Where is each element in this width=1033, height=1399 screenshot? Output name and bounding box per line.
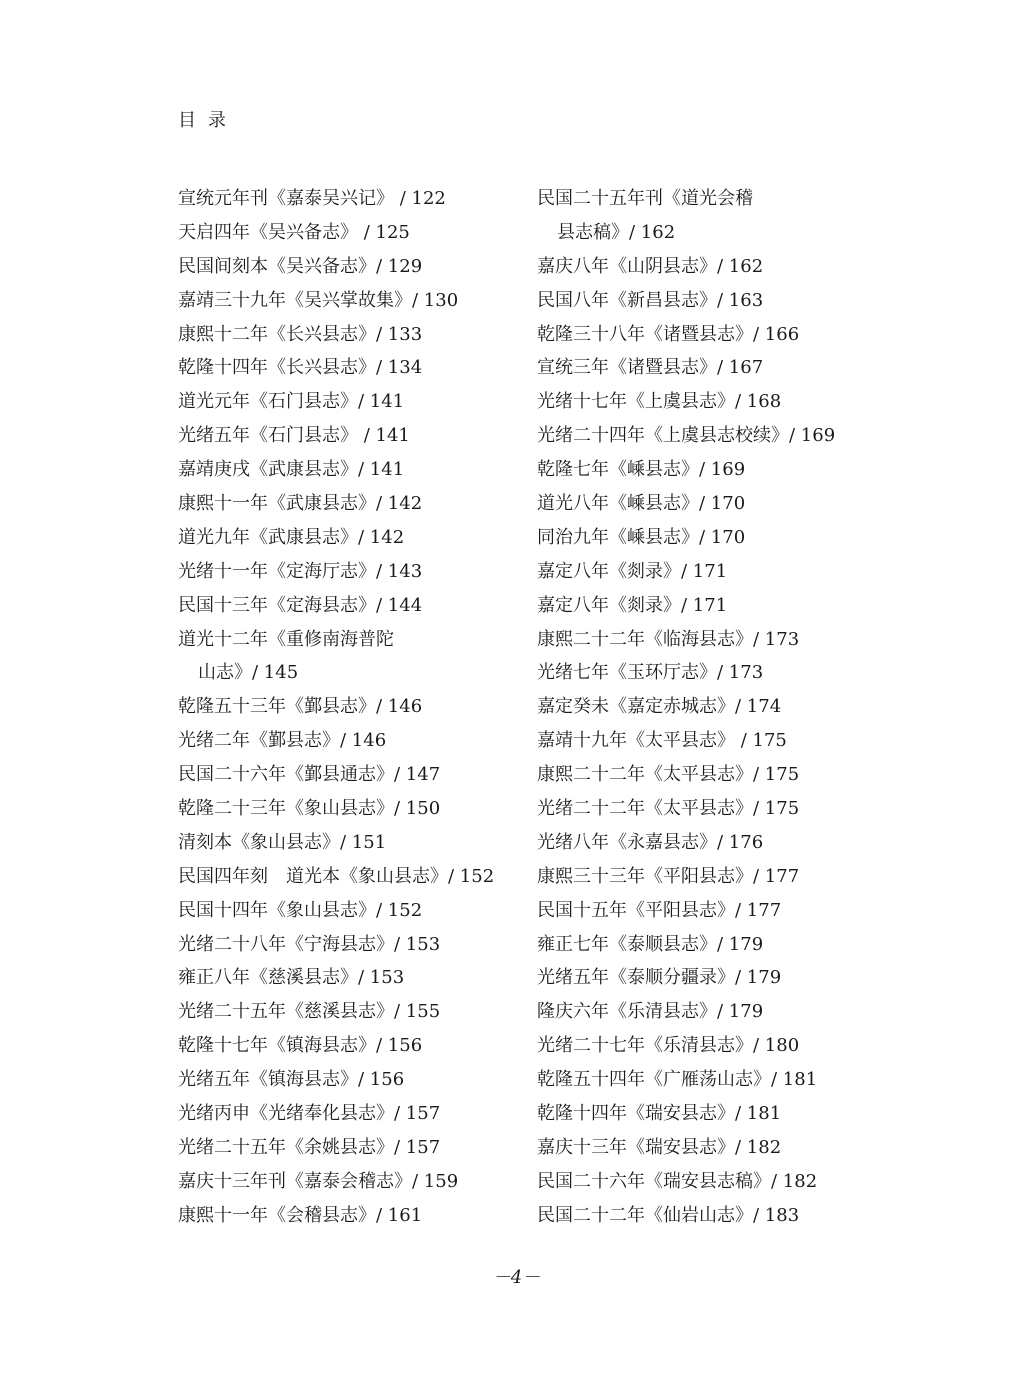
toc-entry: 道光十二年《重修南海普陀 [178,628,394,650]
toc-entry: 光绪二十八年《宁海县志》/ 153 [178,933,441,955]
toc-entry: 民国十四年《象山县志》/ 152 [178,899,423,921]
page-number: －4－ [492,1267,541,1288]
toc-entry: 乾隆七年《嵊县志》/ 169 [537,459,746,481]
toc-entry: 康熙二十二年《太平县志》/ 175 [537,764,800,786]
toc-entry: 同治九年《嵊县志》/ 170 [537,526,746,548]
toc-entry: 民国四年刻 道光本《象山县志》/ 152 [178,865,495,887]
toc-entry: 嘉定八年《剡录》/ 171 [537,594,728,616]
toc-entry: 民国二十六年《鄞县通志》/ 147 [178,764,441,786]
toc-entry: 光绪五年《泰顺分疆录》/ 179 [537,967,782,989]
toc-entry: 乾隆二十三年《象山县志》/ 150 [178,798,441,820]
toc-entry: 光绪丙申《光绪奉化县志》/ 157 [178,1103,441,1125]
toc-entry: 清刻本《象山县志》/ 151 [178,831,387,853]
toc-entry: 雍正八年《慈溪县志》/ 153 [178,967,405,989]
toc-entry: 民国二十六年《瑞安县志稿》/ 182 [537,1170,818,1192]
toc-entry: 民国十三年《定海县志》/ 144 [178,594,423,616]
toc-entry: 康熙十一年《武康县志》/ 142 [178,493,423,515]
toc-entry: 光绪五年《石门县志》 / 141 [178,425,410,447]
toc-entry: 嘉庆十三年刊《嘉泰会稽志》/ 159 [178,1170,459,1192]
toc-entry: 乾隆三十八年《诸暨县志》/ 166 [537,323,800,345]
toc-entry: 康熙十一年《会稽县志》/ 161 [178,1204,423,1226]
toc-entry: 民国间刻本《吴兴备志》/ 129 [178,255,423,277]
toc-entry: 嘉定八年《剡录》/ 171 [537,560,728,582]
toc-entry: 嘉庆八年《山阴县志》/ 162 [537,255,764,277]
toc-entry: 乾隆五十三年《鄞县志》/ 146 [178,696,423,718]
toc-entry: 宣统元年刊《嘉泰吴兴记》 / 122 [178,188,446,209]
toc-entry: 光绪八年《永嘉县志》/ 176 [537,831,764,853]
toc-entry: 光绪二年《鄞县志》/ 146 [178,730,387,752]
toc-entry: 光绪二十五年《慈溪县志》/ 155 [178,1001,441,1023]
toc-entry: 道光八年《嵊县志》/ 170 [537,493,746,515]
toc-left-column [178,182,523,1233]
toc-entry: 宣统三年《诸暨县志》/ 167 [537,357,764,379]
toc-entry: 光绪七年《玉环厅志》/ 173 [537,662,764,684]
toc-entry: 康熙三十三年《平阳县志》/ 177 [537,865,800,887]
toc-entry: 雍正七年《泰顺县志》/ 179 [537,933,764,955]
toc-entry: 康熙十二年《长兴县志》/ 133 [178,323,423,345]
toc-entry: 嘉靖三十九年《吴兴掌故集》/ 130 [178,289,459,311]
toc-entry: 乾隆十四年《瑞安县志》/ 181 [537,1103,782,1125]
toc-entry: 康熙二十二年《临海县志》/ 173 [537,628,800,650]
toc-entry: 乾隆十七年《镇海县志》/ 156 [178,1035,423,1057]
toc-entry: 道光元年《石门县志》/ 141 [178,391,405,413]
toc-entry-continuation: 县志稿》/ 162 [557,221,676,243]
toc-entry: 民国十五年《平阳县志》/ 177 [537,899,782,921]
toc-entry: 光绪五年《镇海县志》/ 156 [178,1069,405,1091]
toc-entry: 乾隆五十四年《广雁荡山志》/ 181 [537,1069,818,1091]
running-header: 目录 [178,110,238,131]
toc-entry: 嘉定癸未《嘉定赤城志》/ 174 [537,696,782,718]
toc-entry: 光绪二十四年《上虞县志校续》/ 169 [537,425,836,447]
toc-entry: 光绪二十五年《余姚县志》/ 157 [178,1136,441,1158]
toc-entry: 光绪二十二年《太平县志》/ 175 [537,798,800,820]
toc-entry: 民国八年《新昌县志》/ 163 [537,289,764,311]
toc-entry: 嘉庆十三年《瑞安县志》/ 182 [537,1136,782,1158]
toc-entry: 光绪二十七年《乐清县志》/ 180 [537,1035,800,1057]
toc-entry: 民国二十二年《仙岩山志》/ 183 [537,1204,800,1226]
toc-entry: 天启四年《吴兴备志》 / 125 [178,221,410,243]
toc-entry: 民国二十五年刊《道光会稽 [537,188,753,209]
toc-entry: 隆庆六年《乐清县志》/ 179 [537,1001,764,1023]
toc-entry: 嘉靖庚戌《武康县志》/ 141 [178,459,405,481]
toc-entry: 光绪十一年《定海厅志》/ 143 [178,560,423,582]
toc-entry: 嘉靖十九年《太平县志》 / 175 [537,730,787,752]
toc-entry: 乾隆十四年《长兴县志》/ 134 [178,357,423,379]
toc-right-column [537,182,882,1233]
toc-entry: 光绪十七年《上虞县志》/ 168 [537,391,782,413]
toc-entry: 道光九年《武康县志》/ 142 [178,526,405,548]
toc-entry-continuation: 山志》/ 145 [198,662,299,684]
